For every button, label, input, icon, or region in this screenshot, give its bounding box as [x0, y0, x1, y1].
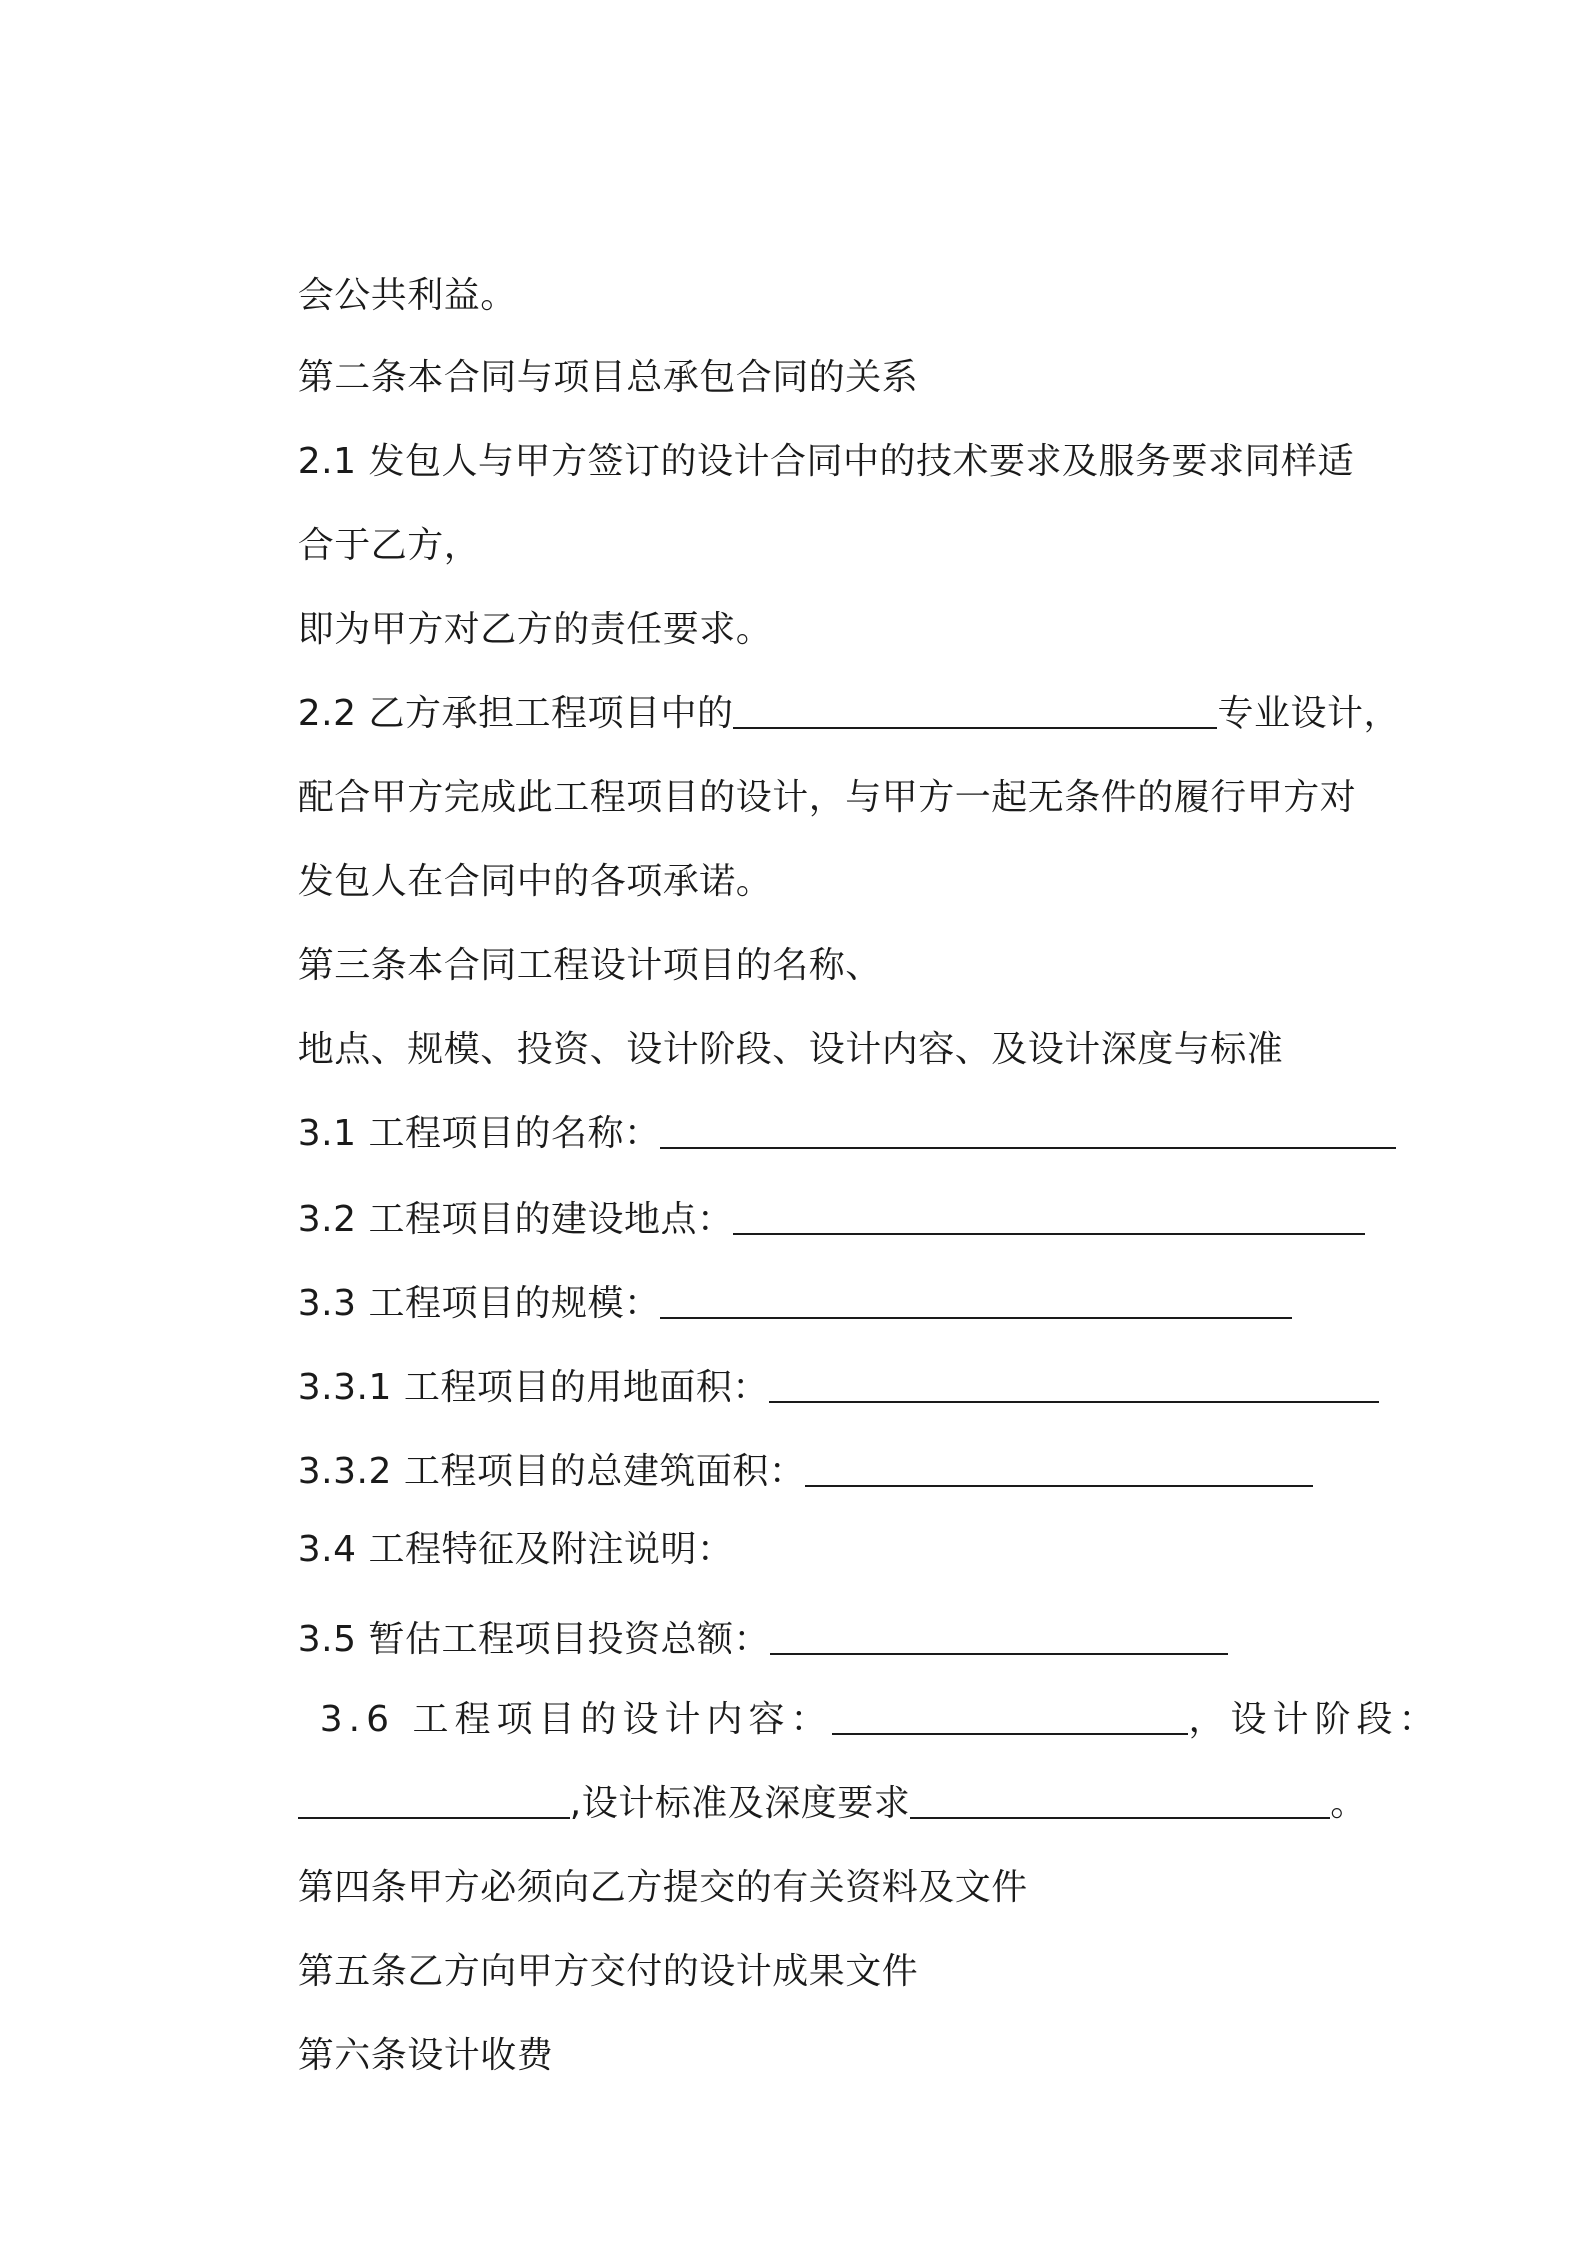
fill-in-blank[interactable] [660, 1111, 1396, 1149]
line-text: 3.6 工程项目的设计内容： [319, 1699, 833, 1740]
article-6-heading [250, 1984, 553, 2128]
fill-in-blank[interactable] [733, 1197, 1365, 1235]
fill-in-blank[interactable] [769, 1365, 1379, 1403]
line-text: 2.1 发包人与甲方签订的设计合同中的技术要求及服务要求同样适 [297, 441, 1354, 482]
line-text: 3.1 工程项目的名称： [297, 1113, 661, 1154]
fill-in-blank[interactable] [832, 1697, 1188, 1735]
line-text: ,设计标准及深度要求 [569, 1783, 911, 1824]
line-text: 第二条本合同与项目总承包合同的关系 [297, 357, 919, 398]
line-text: 地点、规模、投资、设计阶段、设计内容、及设计深度与标准 [297, 1029, 1284, 1070]
line-text: 专业设计， [1217, 693, 1400, 734]
line-text: 3.3.2 工程项目的总建筑面积： [297, 1451, 806, 1492]
line-text: 3.3.1 工程项目的用地面积： [297, 1367, 769, 1408]
line-text: 第四条甲方必须向乙方提交的有关资料及文件 [297, 1867, 1028, 1908]
line-text: 会公共利益。 [297, 275, 517, 316]
line-text: 第三条本合同工程设计项目的名称、 [297, 945, 882, 986]
fill-in-blank[interactable] [298, 1781, 570, 1819]
line-text: 即为甲方对乙方的责任要求。 [297, 609, 773, 650]
line-text: 2.2 乙方承担工程项目中的 [297, 693, 734, 734]
line-text: 3.3 工程项目的规模： [297, 1283, 661, 1324]
fill-in-blank[interactable] [805, 1449, 1313, 1487]
line-text: ，设计阶段： [1188, 1699, 1441, 1740]
fill-in-blank[interactable] [910, 1781, 1330, 1819]
line-text: 第五条乙方向甲方交付的设计成果文件 [297, 1951, 919, 1992]
line-text: 3.4 工程特征及附注说明： [297, 1529, 734, 1570]
line-text: 发包人在合同中的各项承诺。 [297, 861, 773, 902]
line-text: 3.2 工程项目的建设地点： [297, 1199, 734, 1240]
line-text: 3.5 暂估工程项目投资总额： [297, 1619, 770, 1660]
fill-in-blank[interactable] [660, 1281, 1292, 1319]
line-text: 合于乙方， [297, 525, 481, 566]
line-text: 。 [1330, 1783, 1367, 1824]
fill-in-blank[interactable] [733, 691, 1217, 729]
line-text: 配合甲方完成此工程项目的设计，与甲方一起无条件的履行甲方对 [297, 777, 1357, 818]
line-text: 第六条设计收费 [297, 2035, 554, 2076]
